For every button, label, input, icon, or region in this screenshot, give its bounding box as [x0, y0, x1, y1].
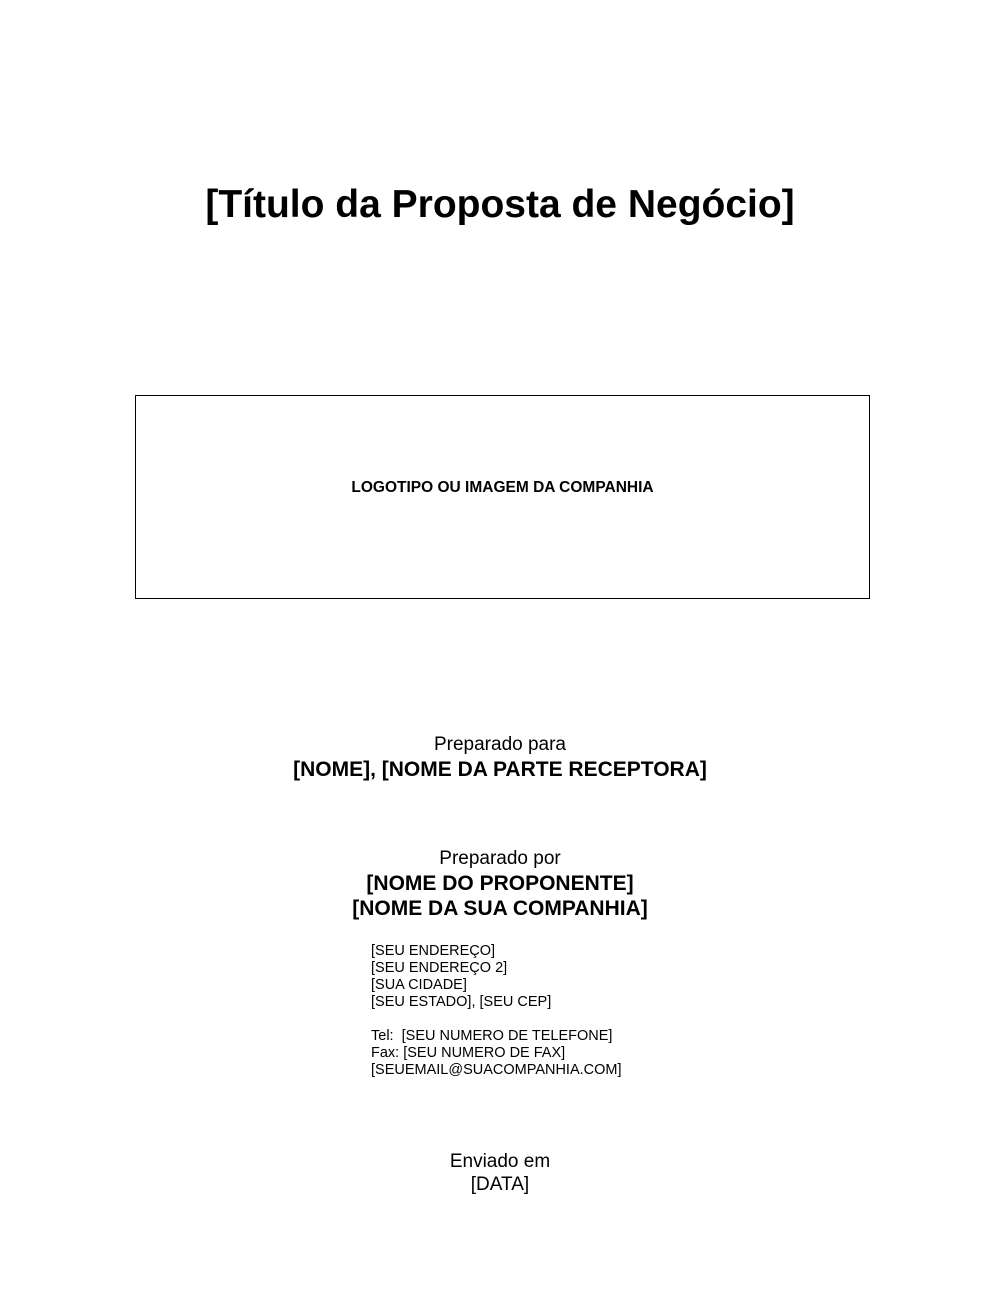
- contact-tel: Tel: [SEU NUMERO DE TELEFONE]: [371, 1028, 613, 1044]
- logo-placeholder-box: [135, 395, 870, 599]
- contact-block: [371, 1028, 622, 1079]
- proposal-title: [Título da Proposta de Negócio]: [205, 183, 795, 226]
- contact-fax: Fax: [SEU NUMERO DE FAX]: [371, 1045, 566, 1061]
- address-city: [SUA CIDADE]: [371, 977, 467, 993]
- address-line-1: [SEU ENDEREÇO]: [371, 943, 496, 959]
- address-block: [371, 943, 551, 1011]
- prepared-for-label: Preparado para: [433, 734, 567, 755]
- address-state-zip: [SEU ESTADO], [SEU CEP]: [371, 994, 552, 1010]
- sent-label: Enviado em: [449, 1151, 551, 1172]
- logo-placeholder-text: LOGOTIPO OU IMAGEM DA COMPANHIA: [351, 479, 654, 496]
- sent-date: [DATA]: [470, 1174, 530, 1195]
- address-line-2: [SEU ENDEREÇO 2]: [371, 960, 508, 976]
- contact-email: [SEUEMAIL@SUACOMPANHIA.COM]: [371, 1062, 622, 1078]
- prepared-by-label: Preparado por: [439, 848, 561, 869]
- company-name: [NOME DA SUA COMPANHIA]: [352, 897, 648, 920]
- proponent-name: [NOME DO PROPONENTE]: [366, 872, 634, 895]
- recipient-name: [NOME], [NOME DA PARTE RECEPTORA]: [293, 758, 707, 781]
